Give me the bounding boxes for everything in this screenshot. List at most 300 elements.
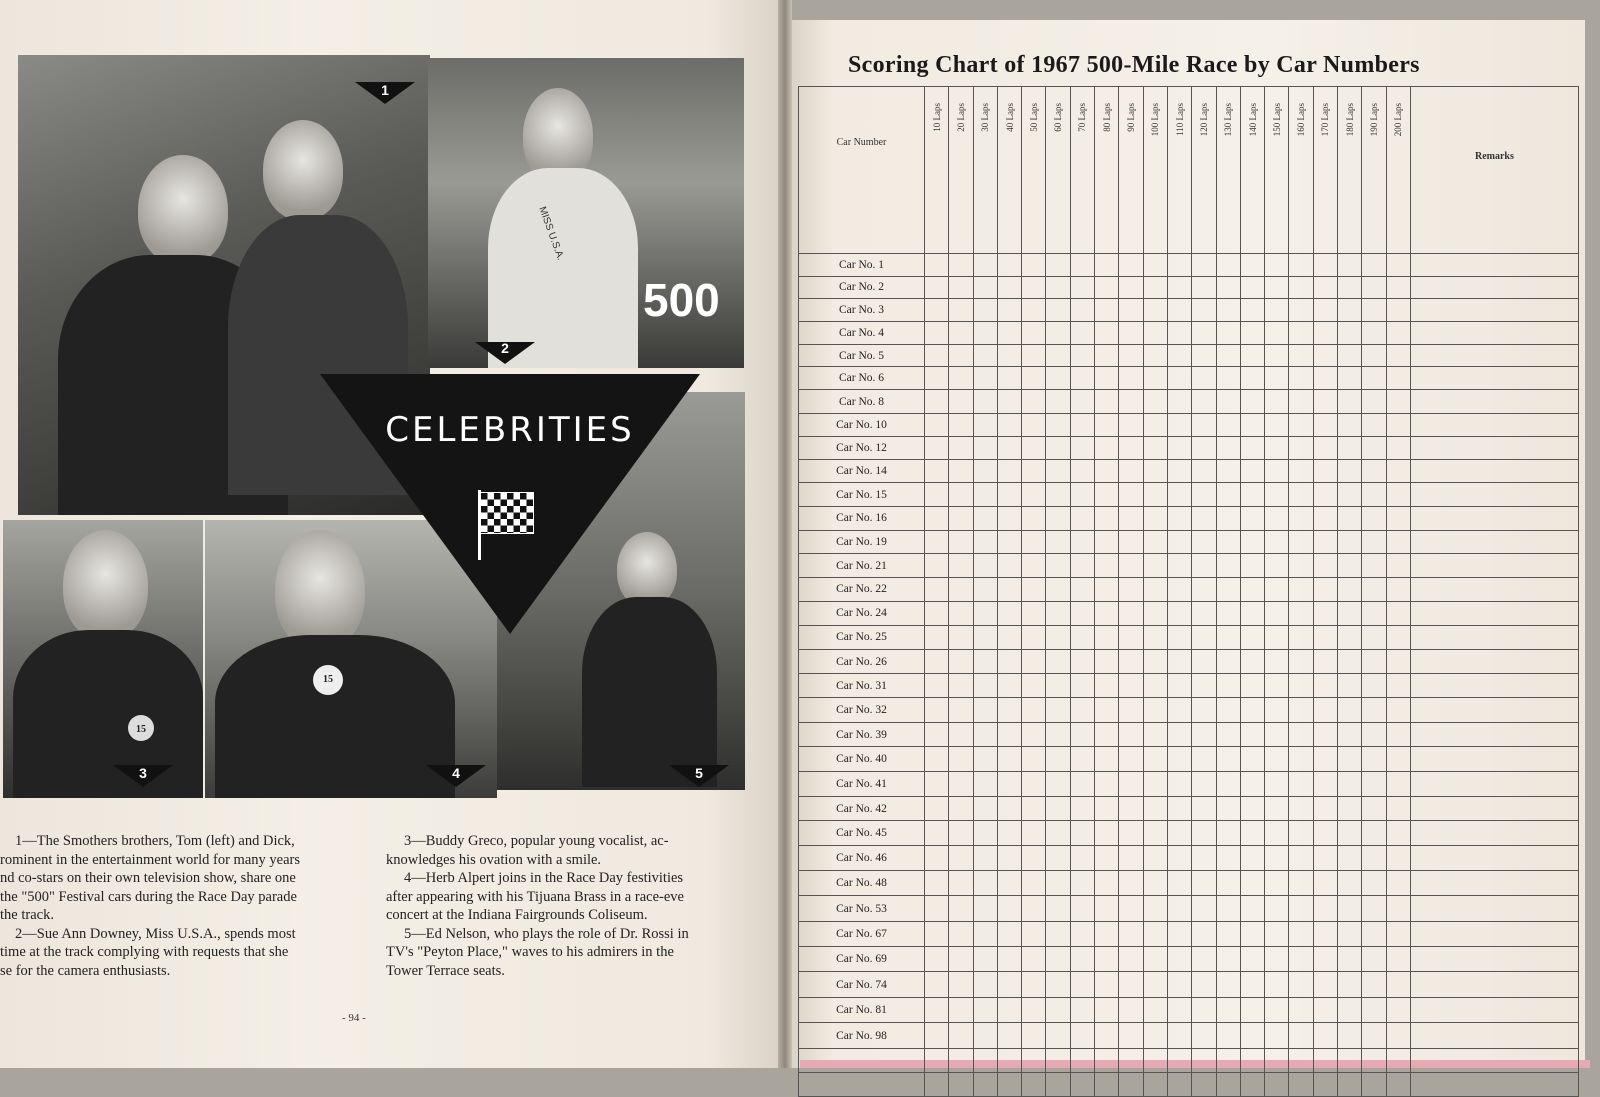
lap-score-cell[interactable] (973, 344, 997, 367)
lap-score-cell[interactable] (1167, 601, 1191, 625)
lap-score-cell[interactable] (1313, 625, 1337, 649)
lap-score-cell[interactable] (925, 871, 949, 896)
lap-score-cell[interactable] (1095, 530, 1119, 554)
lap-score-cell[interactable] (1167, 413, 1191, 436)
remarks-cell[interactable] (1410, 530, 1578, 554)
lap-score-cell[interactable] (1070, 625, 1094, 649)
lap-score-cell[interactable] (1046, 530, 1070, 554)
lap-score-cell[interactable] (1338, 1073, 1362, 1097)
lap-score-cell[interactable] (1362, 390, 1386, 413)
lap-score-cell[interactable] (997, 460, 1021, 483)
lap-score-cell[interactable] (1338, 436, 1362, 459)
lap-score-cell[interactable] (1119, 896, 1143, 921)
lap-score-cell[interactable] (949, 821, 973, 846)
lap-score-cell[interactable] (1362, 650, 1386, 674)
lap-score-cell[interactable] (1192, 747, 1216, 772)
lap-score-cell[interactable] (949, 747, 973, 772)
lap-score-cell[interactable] (997, 367, 1021, 390)
lap-score-cell[interactable] (1386, 796, 1410, 821)
lap-score-cell[interactable] (925, 460, 949, 483)
lap-score-cell[interactable] (997, 871, 1021, 896)
lap-score-cell[interactable] (1167, 460, 1191, 483)
lap-score-cell[interactable] (1338, 530, 1362, 554)
lap-score-cell[interactable] (1095, 771, 1119, 796)
lap-score-cell[interactable] (1167, 299, 1191, 322)
lap-score-cell[interactable] (949, 299, 973, 322)
remarks-cell[interactable] (1410, 436, 1578, 459)
lap-score-cell[interactable] (1167, 747, 1191, 772)
remarks-cell[interactable] (1410, 972, 1578, 998)
lap-score-cell[interactable] (1192, 1049, 1216, 1073)
lap-score-cell[interactable] (1289, 1023, 1313, 1049)
lap-score-cell[interactable] (973, 483, 997, 507)
lap-score-cell[interactable] (1265, 344, 1289, 367)
lap-score-cell[interactable] (1046, 483, 1070, 507)
lap-score-cell[interactable] (1095, 413, 1119, 436)
lap-score-cell[interactable] (1046, 771, 1070, 796)
lap-score-cell[interactable] (1362, 1049, 1386, 1073)
lap-score-cell[interactable] (1070, 1073, 1094, 1097)
lap-score-cell[interactable] (1265, 254, 1289, 277)
lap-score-cell[interactable] (925, 722, 949, 747)
lap-score-cell[interactable] (997, 506, 1021, 530)
lap-score-cell[interactable] (1143, 921, 1167, 946)
lap-score-cell[interactable] (1216, 299, 1240, 322)
lap-score-cell[interactable] (1070, 321, 1094, 344)
lap-score-cell[interactable] (1022, 530, 1046, 554)
lap-score-cell[interactable] (1289, 530, 1313, 554)
lap-score-cell[interactable] (1167, 921, 1191, 946)
lap-score-cell[interactable] (1022, 601, 1046, 625)
lap-score-cell[interactable] (1022, 460, 1046, 483)
lap-score-cell[interactable] (1192, 367, 1216, 390)
lap-score-cell[interactable] (925, 276, 949, 299)
lap-score-cell[interactable] (1167, 344, 1191, 367)
lap-score-cell[interactable] (1265, 896, 1289, 921)
lap-score-cell[interactable] (1313, 698, 1337, 722)
lap-score-cell[interactable] (1265, 483, 1289, 507)
lap-score-cell[interactable] (1022, 946, 1046, 971)
lap-score-cell[interactable] (1095, 747, 1119, 772)
lap-score-cell[interactable] (1070, 747, 1094, 772)
lap-score-cell[interactable] (1313, 771, 1337, 796)
lap-score-cell[interactable] (949, 997, 973, 1023)
lap-score-cell[interactable] (1265, 1073, 1289, 1097)
lap-score-cell[interactable] (1362, 460, 1386, 483)
lap-score-cell[interactable] (1386, 483, 1410, 507)
lap-score-cell[interactable] (1022, 1073, 1046, 1097)
lap-score-cell[interactable] (997, 921, 1021, 946)
lap-score-cell[interactable] (1216, 821, 1240, 846)
lap-score-cell[interactable] (1289, 601, 1313, 625)
lap-score-cell[interactable] (1216, 997, 1240, 1023)
lap-score-cell[interactable] (1265, 1023, 1289, 1049)
lap-score-cell[interactable] (997, 997, 1021, 1023)
lap-score-cell[interactable] (1022, 997, 1046, 1023)
lap-score-cell[interactable] (1216, 625, 1240, 649)
lap-score-cell[interactable] (1022, 921, 1046, 946)
lap-score-cell[interactable] (1070, 698, 1094, 722)
lap-score-cell[interactable] (997, 483, 1021, 507)
lap-score-cell[interactable] (973, 1023, 997, 1049)
lap-score-cell[interactable] (997, 821, 1021, 846)
lap-score-cell[interactable] (1362, 1023, 1386, 1049)
lap-score-cell[interactable] (949, 846, 973, 871)
lap-score-cell[interactable] (1216, 1023, 1240, 1049)
lap-score-cell[interactable] (925, 821, 949, 846)
lap-score-cell[interactable] (949, 1049, 973, 1073)
lap-score-cell[interactable] (1386, 436, 1410, 459)
lap-score-cell[interactable] (1046, 846, 1070, 871)
lap-score-cell[interactable] (1240, 972, 1264, 998)
lap-score-cell[interactable] (1192, 921, 1216, 946)
lap-score-cell[interactable] (1338, 506, 1362, 530)
lap-score-cell[interactable] (973, 722, 997, 747)
lap-score-cell[interactable] (1289, 413, 1313, 436)
lap-score-cell[interactable] (1216, 698, 1240, 722)
lap-score-cell[interactable] (1265, 554, 1289, 578)
lap-score-cell[interactable] (1070, 650, 1094, 674)
lap-score-cell[interactable] (1338, 722, 1362, 747)
remarks-cell[interactable] (1410, 601, 1578, 625)
lap-score-cell[interactable] (925, 650, 949, 674)
lap-score-cell[interactable] (1119, 506, 1143, 530)
lap-score-cell[interactable] (1119, 972, 1143, 998)
lap-score-cell[interactable] (1119, 1073, 1143, 1097)
lap-score-cell[interactable] (949, 321, 973, 344)
lap-score-cell[interactable] (1386, 625, 1410, 649)
lap-score-cell[interactable] (1289, 321, 1313, 344)
lap-score-cell[interactable] (1362, 344, 1386, 367)
lap-score-cell[interactable] (1167, 530, 1191, 554)
lap-score-cell[interactable] (1240, 344, 1264, 367)
lap-score-cell[interactable] (1386, 921, 1410, 946)
lap-score-cell[interactable] (925, 747, 949, 772)
lap-score-cell[interactable] (1167, 254, 1191, 277)
lap-score-cell[interactable] (1046, 625, 1070, 649)
lap-score-cell[interactable] (1167, 972, 1191, 998)
lap-score-cell[interactable] (1313, 601, 1337, 625)
remarks-cell[interactable] (1410, 871, 1578, 896)
lap-score-cell[interactable] (1119, 722, 1143, 747)
lap-score-cell[interactable] (1070, 436, 1094, 459)
lap-score-cell[interactable] (1143, 367, 1167, 390)
lap-score-cell[interactable] (1313, 367, 1337, 390)
lap-score-cell[interactable] (949, 796, 973, 821)
lap-score-cell[interactable] (997, 722, 1021, 747)
lap-score-cell[interactable] (1046, 321, 1070, 344)
lap-score-cell[interactable] (1265, 871, 1289, 896)
lap-score-cell[interactable] (1167, 997, 1191, 1023)
lap-score-cell[interactable] (1362, 436, 1386, 459)
lap-score-cell[interactable] (1240, 997, 1264, 1023)
lap-score-cell[interactable] (1022, 846, 1046, 871)
lap-score-cell[interactable] (949, 460, 973, 483)
lap-score-cell[interactable] (1362, 871, 1386, 896)
lap-score-cell[interactable] (1338, 747, 1362, 772)
lap-score-cell[interactable] (1095, 436, 1119, 459)
remarks-cell[interactable] (1410, 896, 1578, 921)
lap-score-cell[interactable] (997, 1049, 1021, 1073)
lap-score-cell[interactable] (1216, 506, 1240, 530)
lap-score-cell[interactable] (1192, 698, 1216, 722)
lap-score-cell[interactable] (1289, 554, 1313, 578)
lap-score-cell[interactable] (1338, 674, 1362, 698)
lap-score-cell[interactable] (1095, 344, 1119, 367)
lap-score-cell[interactable] (1289, 896, 1313, 921)
lap-score-cell[interactable] (1192, 530, 1216, 554)
lap-score-cell[interactable] (1046, 821, 1070, 846)
lap-score-cell[interactable] (949, 722, 973, 747)
lap-score-cell[interactable] (1289, 871, 1313, 896)
lap-score-cell[interactable] (973, 436, 997, 459)
lap-score-cell[interactable] (1265, 771, 1289, 796)
lap-score-cell[interactable] (1167, 771, 1191, 796)
lap-score-cell[interactable] (1143, 276, 1167, 299)
lap-score-cell[interactable] (1265, 698, 1289, 722)
lap-score-cell[interactable] (1119, 299, 1143, 322)
lap-score-cell[interactable] (1143, 698, 1167, 722)
lap-score-cell[interactable] (1216, 554, 1240, 578)
lap-score-cell[interactable] (1386, 578, 1410, 602)
lap-score-cell[interactable] (1362, 972, 1386, 998)
lap-score-cell[interactable] (1070, 367, 1094, 390)
lap-score-cell[interactable] (1119, 846, 1143, 871)
lap-score-cell[interactable] (1070, 578, 1094, 602)
lap-score-cell[interactable] (1143, 846, 1167, 871)
lap-score-cell[interactable] (997, 601, 1021, 625)
lap-score-cell[interactable] (1192, 821, 1216, 846)
remarks-cell[interactable] (1410, 460, 1578, 483)
lap-score-cell[interactable] (1338, 299, 1362, 322)
lap-score-cell[interactable] (1022, 1023, 1046, 1049)
lap-score-cell[interactable] (1386, 896, 1410, 921)
lap-score-cell[interactable] (997, 530, 1021, 554)
lap-score-cell[interactable] (949, 578, 973, 602)
lap-score-cell[interactable] (1192, 896, 1216, 921)
lap-score-cell[interactable] (1095, 896, 1119, 921)
lap-score-cell[interactable] (1070, 483, 1094, 507)
lap-score-cell[interactable] (1313, 796, 1337, 821)
lap-score-cell[interactable] (997, 625, 1021, 649)
lap-score-cell[interactable] (1386, 846, 1410, 871)
lap-score-cell[interactable] (1338, 601, 1362, 625)
lap-score-cell[interactable] (1313, 344, 1337, 367)
remarks-cell[interactable] (1410, 921, 1578, 946)
lap-score-cell[interactable] (1143, 321, 1167, 344)
lap-score-cell[interactable] (1386, 946, 1410, 971)
lap-score-cell[interactable] (1265, 506, 1289, 530)
lap-score-cell[interactable] (1095, 321, 1119, 344)
lap-score-cell[interactable] (1313, 674, 1337, 698)
lap-score-cell[interactable] (1192, 436, 1216, 459)
lap-score-cell[interactable] (1265, 625, 1289, 649)
lap-score-cell[interactable] (1289, 344, 1313, 367)
lap-score-cell[interactable] (1240, 299, 1264, 322)
lap-score-cell[interactable] (997, 674, 1021, 698)
lap-score-cell[interactable] (1119, 796, 1143, 821)
lap-score-cell[interactable] (973, 1049, 997, 1073)
lap-score-cell[interactable] (997, 972, 1021, 998)
lap-score-cell[interactable] (1143, 506, 1167, 530)
remarks-cell[interactable] (1410, 367, 1578, 390)
lap-score-cell[interactable] (1338, 625, 1362, 649)
lap-score-cell[interactable] (925, 846, 949, 871)
lap-score-cell[interactable] (1216, 1049, 1240, 1073)
lap-score-cell[interactable] (1240, 1049, 1264, 1073)
lap-score-cell[interactable] (973, 506, 997, 530)
lap-score-cell[interactable] (1070, 254, 1094, 277)
lap-score-cell[interactable] (1192, 796, 1216, 821)
remarks-cell[interactable] (1410, 698, 1578, 722)
lap-score-cell[interactable] (1167, 483, 1191, 507)
lap-score-cell[interactable] (1362, 1073, 1386, 1097)
lap-score-cell[interactable] (1362, 698, 1386, 722)
lap-score-cell[interactable] (973, 299, 997, 322)
lap-score-cell[interactable] (1265, 321, 1289, 344)
lap-score-cell[interactable] (997, 1023, 1021, 1049)
lap-score-cell[interactable] (1265, 821, 1289, 846)
lap-score-cell[interactable] (1240, 921, 1264, 946)
lap-score-cell[interactable] (1338, 321, 1362, 344)
lap-score-cell[interactable] (973, 625, 997, 649)
lap-score-cell[interactable] (973, 796, 997, 821)
lap-score-cell[interactable] (1046, 698, 1070, 722)
lap-score-cell[interactable] (1338, 254, 1362, 277)
lap-score-cell[interactable] (1167, 1049, 1191, 1073)
lap-score-cell[interactable] (1070, 997, 1094, 1023)
lap-score-cell[interactable] (1240, 722, 1264, 747)
lap-score-cell[interactable] (1070, 921, 1094, 946)
lap-score-cell[interactable] (973, 771, 997, 796)
lap-score-cell[interactable] (949, 601, 973, 625)
lap-score-cell[interactable] (973, 946, 997, 971)
lap-score-cell[interactable] (1022, 796, 1046, 821)
remarks-cell[interactable] (1410, 771, 1578, 796)
lap-score-cell[interactable] (1143, 436, 1167, 459)
lap-score-cell[interactable] (973, 846, 997, 871)
lap-score-cell[interactable] (1022, 578, 1046, 602)
lap-score-cell[interactable] (1289, 846, 1313, 871)
lap-score-cell[interactable] (925, 321, 949, 344)
lap-score-cell[interactable] (1289, 436, 1313, 459)
lap-score-cell[interactable] (1070, 299, 1094, 322)
remarks-cell[interactable] (1410, 946, 1578, 971)
lap-score-cell[interactable] (997, 896, 1021, 921)
lap-score-cell[interactable] (1313, 413, 1337, 436)
lap-score-cell[interactable] (925, 299, 949, 322)
lap-score-cell[interactable] (1216, 946, 1240, 971)
lap-score-cell[interactable] (1362, 625, 1386, 649)
lap-score-cell[interactable] (1143, 1049, 1167, 1073)
lap-score-cell[interactable] (1338, 1049, 1362, 1073)
lap-score-cell[interactable] (1386, 530, 1410, 554)
lap-score-cell[interactable] (1313, 530, 1337, 554)
lap-score-cell[interactable] (1338, 821, 1362, 846)
lap-score-cell[interactable] (1095, 254, 1119, 277)
lap-score-cell[interactable] (1095, 946, 1119, 971)
lap-score-cell[interactable] (1143, 625, 1167, 649)
lap-score-cell[interactable] (1192, 554, 1216, 578)
lap-score-cell[interactable] (1022, 506, 1046, 530)
lap-score-cell[interactable] (949, 530, 973, 554)
lap-score-cell[interactable] (1313, 578, 1337, 602)
lap-score-cell[interactable] (1338, 367, 1362, 390)
lap-score-cell[interactable] (1240, 1023, 1264, 1049)
lap-score-cell[interactable] (1386, 367, 1410, 390)
lap-score-cell[interactable] (1289, 460, 1313, 483)
lap-score-cell[interactable] (1119, 601, 1143, 625)
lap-score-cell[interactable] (1095, 1073, 1119, 1097)
lap-score-cell[interactable] (1362, 796, 1386, 821)
lap-score-cell[interactable] (1192, 506, 1216, 530)
lap-score-cell[interactable] (925, 254, 949, 277)
lap-score-cell[interactable] (1338, 946, 1362, 971)
lap-score-cell[interactable] (1143, 413, 1167, 436)
lap-score-cell[interactable] (1289, 821, 1313, 846)
remarks-cell[interactable] (1410, 625, 1578, 649)
lap-score-cell[interactable] (1095, 1049, 1119, 1073)
lap-score-cell[interactable] (1143, 796, 1167, 821)
lap-score-cell[interactable] (1143, 771, 1167, 796)
lap-score-cell[interactable] (1192, 460, 1216, 483)
lap-score-cell[interactable] (1192, 601, 1216, 625)
lap-score-cell[interactable] (1119, 698, 1143, 722)
lap-score-cell[interactable] (1362, 554, 1386, 578)
lap-score-cell[interactable] (1022, 276, 1046, 299)
lap-score-cell[interactable] (1289, 625, 1313, 649)
lap-score-cell[interactable] (1095, 921, 1119, 946)
lap-score-cell[interactable] (925, 344, 949, 367)
remarks-cell[interactable] (1410, 1073, 1578, 1097)
lap-score-cell[interactable] (1070, 413, 1094, 436)
lap-score-cell[interactable] (1046, 871, 1070, 896)
lap-score-cell[interactable] (1119, 321, 1143, 344)
lap-score-cell[interactable] (1167, 1073, 1191, 1097)
lap-score-cell[interactable] (1022, 722, 1046, 747)
lap-score-cell[interactable] (1240, 413, 1264, 436)
lap-score-cell[interactable] (1119, 821, 1143, 846)
lap-score-cell[interactable] (973, 367, 997, 390)
remarks-cell[interactable] (1410, 554, 1578, 578)
lap-score-cell[interactable] (1289, 674, 1313, 698)
lap-score-cell[interactable] (1167, 321, 1191, 344)
lap-score-cell[interactable] (1338, 650, 1362, 674)
lap-score-cell[interactable] (1192, 483, 1216, 507)
lap-score-cell[interactable] (1313, 946, 1337, 971)
lap-score-cell[interactable] (1265, 997, 1289, 1023)
lap-score-cell[interactable] (1046, 946, 1070, 971)
lap-score-cell[interactable] (1143, 1023, 1167, 1049)
lap-score-cell[interactable] (1167, 946, 1191, 971)
lap-score-cell[interactable] (1216, 460, 1240, 483)
lap-score-cell[interactable] (1070, 674, 1094, 698)
lap-score-cell[interactable] (925, 625, 949, 649)
lap-score-cell[interactable] (1119, 871, 1143, 896)
lap-score-cell[interactable] (997, 771, 1021, 796)
lap-score-cell[interactable] (997, 946, 1021, 971)
lap-score-cell[interactable] (1119, 276, 1143, 299)
lap-score-cell[interactable] (1095, 871, 1119, 896)
lap-score-cell[interactable] (925, 946, 949, 971)
lap-score-cell[interactable] (1386, 871, 1410, 896)
lap-score-cell[interactable] (1095, 698, 1119, 722)
lap-score-cell[interactable] (1046, 921, 1070, 946)
lap-score-cell[interactable] (1143, 483, 1167, 507)
lap-score-cell[interactable] (1192, 997, 1216, 1023)
lap-score-cell[interactable] (925, 771, 949, 796)
lap-score-cell[interactable] (1265, 946, 1289, 971)
